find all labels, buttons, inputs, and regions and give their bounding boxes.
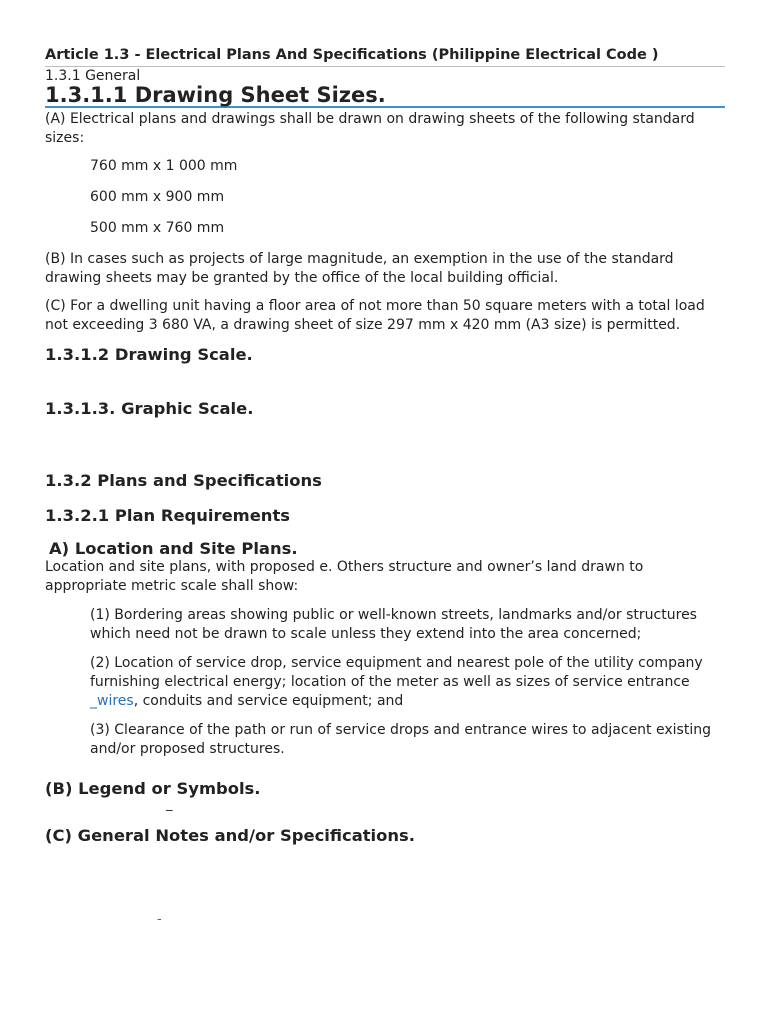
heading-plans-specifications: 1.3.2 Plans and Specifications (45, 471, 322, 490)
heading-location-site-plans: A) Location and Site Plans. (49, 539, 298, 558)
heading-general-notes: (C) General Notes and/or Specifications. (45, 826, 416, 845)
heading-plan-requirements: 1.3.2.1 Plan Requirements (45, 506, 291, 525)
list-item-2-text: (2) Location of service drop, service equipment and nearest pole of the utility company furnishing electrical energy; location of the meter as well as sizes of service entrance (90, 655, 703, 690)
paragraph-c: (C) For a dwelling unit having a floor area of not more than 50 square meters with a total load not exceeding 3 680 VA, a drawing sheet of size 297 mm x 420 mm (A3 size) is permitted. (45, 298, 705, 333)
sheet-size-list (45, 157, 725, 238)
stray-mark: - (157, 912, 162, 927)
list-item-1: (1) Bordering areas showing public or well-known streets, landmarks and/or structures which need not be drawn to scale unless they extend into the area concerned; (90, 607, 697, 642)
wires-link[interactable]: _wires (90, 693, 134, 709)
heading-legend-symbols: (B) Legend or Symbols. (45, 779, 261, 798)
sheet-size-item: 760 mm x 1 000 mm (90, 158, 238, 174)
document-page-continued (45, 826, 725, 845)
sheet-size-item: 600 mm x 900 mm (90, 189, 225, 205)
location-intro: Location and site plans, with proposed e. Others structure and owner’s land drawn to appropriate metric scale shall show: (45, 559, 644, 594)
heading-drawing-sheet-sizes: 1.3.1.1 Drawing Sheet Sizes. (45, 86, 725, 108)
paragraph-a: (A) Electrical plans and drawings shall be drawn on drawing sheets of the following standard sizes: (45, 111, 695, 146)
heading-graphic-scale: 1.3.1.3. Graphic Scale. (45, 399, 254, 418)
stray-dash: _ (166, 797, 173, 812)
list-item-2 (90, 654, 725, 711)
document-page (45, 46, 725, 798)
article-title: Article 1.3 - Electrical Plans And Specifications (Philippine Electrical Code ) (45, 46, 725, 67)
paragraph-b: (B) In cases such as projects of large magnitude, an exemption in the use of the standard drawing sheets may be granted by the office of the local building official. (45, 251, 674, 286)
section-general: 1.3.1 General (45, 68, 141, 84)
list-item-2-text-end: , conduits and service equipment; and (133, 693, 404, 709)
heading-drawing-scale: 1.3.1.2 Drawing Scale. (45, 345, 253, 364)
sheet-size-item: 500 mm x 760 mm (90, 220, 225, 236)
list-item-3: (3) Clearance of the path or run of service drops and entrance wires to adjacent existing and/or proposed structures. (90, 722, 711, 757)
